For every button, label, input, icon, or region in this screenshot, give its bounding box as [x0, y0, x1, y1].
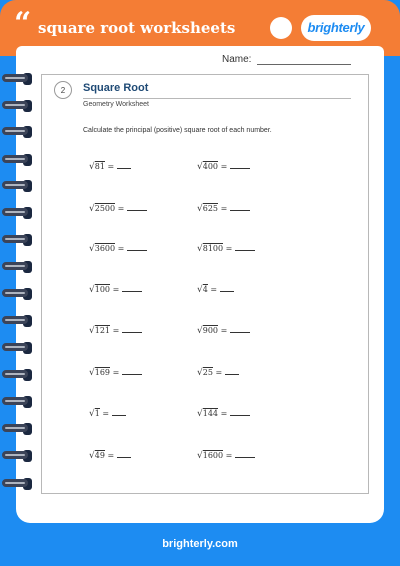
equals-sign: = — [223, 451, 235, 460]
radicand: 2500 — [94, 204, 116, 213]
radical-icon: √ — [89, 451, 95, 461]
ring-wire — [2, 424, 28, 432]
problem-item — [89, 242, 147, 255]
problem-item — [89, 202, 147, 215]
ring-wire — [2, 101, 28, 109]
radicand: 625 — [202, 204, 219, 213]
answer-blank[interactable] — [122, 283, 142, 292]
problem-item — [89, 449, 131, 462]
radical-icon: √ — [197, 409, 203, 419]
ring-wire — [2, 155, 28, 163]
equals-sign: = — [110, 368, 122, 377]
radical-icon: √ — [197, 451, 203, 461]
answer-blank[interactable] — [225, 366, 239, 375]
radical-icon: √ — [197, 204, 203, 214]
ring-wire — [2, 397, 28, 405]
answer-blank[interactable] — [235, 449, 255, 458]
ring-wire — [2, 262, 28, 270]
radical-icon: √ — [89, 244, 95, 254]
worksheet-subtitle: Geometry Worksheet — [83, 101, 150, 108]
brighterly-logo[interactable] — [301, 15, 371, 41]
radicand: 121 — [94, 326, 111, 335]
binding-ring — [0, 313, 30, 329]
radicand: 900 — [202, 326, 219, 335]
instructions: Calculate the principal (positive) square root of each number. — [83, 127, 272, 134]
radicand: 1600 — [202, 451, 224, 460]
binding-ring — [0, 232, 30, 248]
ring-wire — [2, 127, 28, 135]
answer-blank[interactable] — [122, 324, 142, 333]
logo-text: brighterly — [307, 20, 365, 35]
circle-icon — [270, 17, 292, 39]
ring-wire — [2, 316, 28, 324]
binding-ring — [0, 476, 30, 492]
problem-item — [89, 407, 126, 420]
radical-icon: √ — [89, 204, 95, 214]
problem-item — [197, 324, 250, 337]
radical-icon: √ — [197, 326, 203, 336]
ring-wire — [2, 451, 28, 459]
ring-wire — [2, 370, 28, 378]
ring-wire — [2, 181, 28, 189]
problem-item — [89, 160, 131, 173]
radicand: 3600 — [94, 244, 116, 253]
equals-sign: = — [110, 326, 122, 335]
equals-sign: = — [115, 204, 127, 213]
binding-ring — [0, 421, 30, 437]
binding-ring — [0, 178, 30, 194]
problem-item — [197, 160, 250, 173]
radicand: 8100 — [202, 244, 224, 253]
equals-sign: = — [104, 451, 117, 460]
binding-ring — [0, 340, 30, 356]
ring-wire — [2, 74, 28, 82]
equals-sign: = — [218, 326, 230, 335]
radicand: 4 — [202, 285, 208, 294]
answer-blank[interactable] — [122, 366, 142, 375]
equals-sign: = — [223, 244, 235, 253]
answer-blank[interactable] — [230, 202, 250, 211]
ring-wire — [2, 289, 28, 297]
worksheet-number: 2 — [54, 81, 72, 99]
answer-blank[interactable] — [230, 324, 250, 333]
radical-icon: √ — [197, 368, 203, 378]
worksheet-title: Square Root — [83, 82, 149, 94]
problem-item — [197, 202, 250, 215]
footer-site[interactable]: brighterly.com — [162, 538, 238, 550]
title-divider — [83, 98, 351, 99]
ring-wire — [2, 208, 28, 216]
problem-item — [197, 242, 255, 255]
equals-sign: = — [110, 285, 122, 294]
radical-icon: √ — [197, 244, 203, 254]
radicand: 25 — [202, 368, 213, 377]
page-title: square root worksheets — [38, 19, 236, 37]
radicand: 1 — [94, 409, 100, 418]
problem-item — [89, 366, 142, 379]
name-label: Name: — [222, 54, 252, 65]
ring-wire — [2, 479, 28, 487]
binding-ring — [0, 205, 30, 221]
name-field-line[interactable] — [257, 64, 351, 65]
radical-icon: √ — [89, 162, 95, 172]
radical-icon: √ — [89, 326, 95, 336]
answer-blank[interactable] — [117, 160, 131, 169]
binding-ring — [0, 98, 30, 114]
equals-sign: = — [115, 244, 127, 253]
answer-blank[interactable] — [230, 160, 250, 169]
radical-icon: √ — [197, 162, 203, 172]
radical-icon: √ — [89, 409, 95, 419]
radicand: 49 — [94, 451, 105, 460]
binding-ring — [0, 152, 30, 168]
answer-blank[interactable] — [230, 407, 250, 416]
binding-ring — [0, 394, 30, 410]
radicand: 400 — [202, 162, 219, 171]
problem-item — [197, 407, 250, 420]
radical-icon: √ — [197, 285, 203, 295]
equals-sign: = — [212, 368, 225, 377]
equals-sign: = — [99, 409, 112, 418]
answer-blank[interactable] — [112, 407, 126, 416]
answer-blank[interactable] — [235, 242, 255, 251]
ring-wire — [2, 235, 28, 243]
radical-icon: √ — [89, 285, 95, 295]
binding-ring — [0, 367, 30, 383]
problem-item — [89, 283, 142, 296]
equals-sign: = — [207, 285, 220, 294]
quote-icon: “ — [14, 6, 32, 41]
problem-item — [89, 324, 142, 337]
binding-ring — [0, 71, 30, 87]
equals-sign: = — [218, 204, 230, 213]
answer-blank[interactable] — [127, 242, 147, 251]
radicand: 81 — [94, 162, 105, 171]
problem-item — [197, 283, 234, 296]
problem-item — [197, 449, 255, 462]
equals-sign: = — [218, 409, 230, 418]
answer-blank[interactable] — [220, 283, 234, 292]
equals-sign: = — [218, 162, 230, 171]
problem-item — [197, 366, 239, 379]
binding-ring — [0, 448, 30, 464]
answer-blank[interactable] — [117, 449, 131, 458]
radical-icon: √ — [89, 368, 95, 378]
binding-ring — [0, 259, 30, 275]
radicand: 169 — [94, 368, 111, 377]
binding-ring — [0, 124, 30, 140]
radicand: 144 — [202, 409, 219, 418]
binding-ring — [0, 286, 30, 302]
ring-wire — [2, 343, 28, 351]
radicand: 100 — [94, 285, 111, 294]
equals-sign: = — [104, 162, 117, 171]
answer-blank[interactable] — [127, 202, 147, 211]
